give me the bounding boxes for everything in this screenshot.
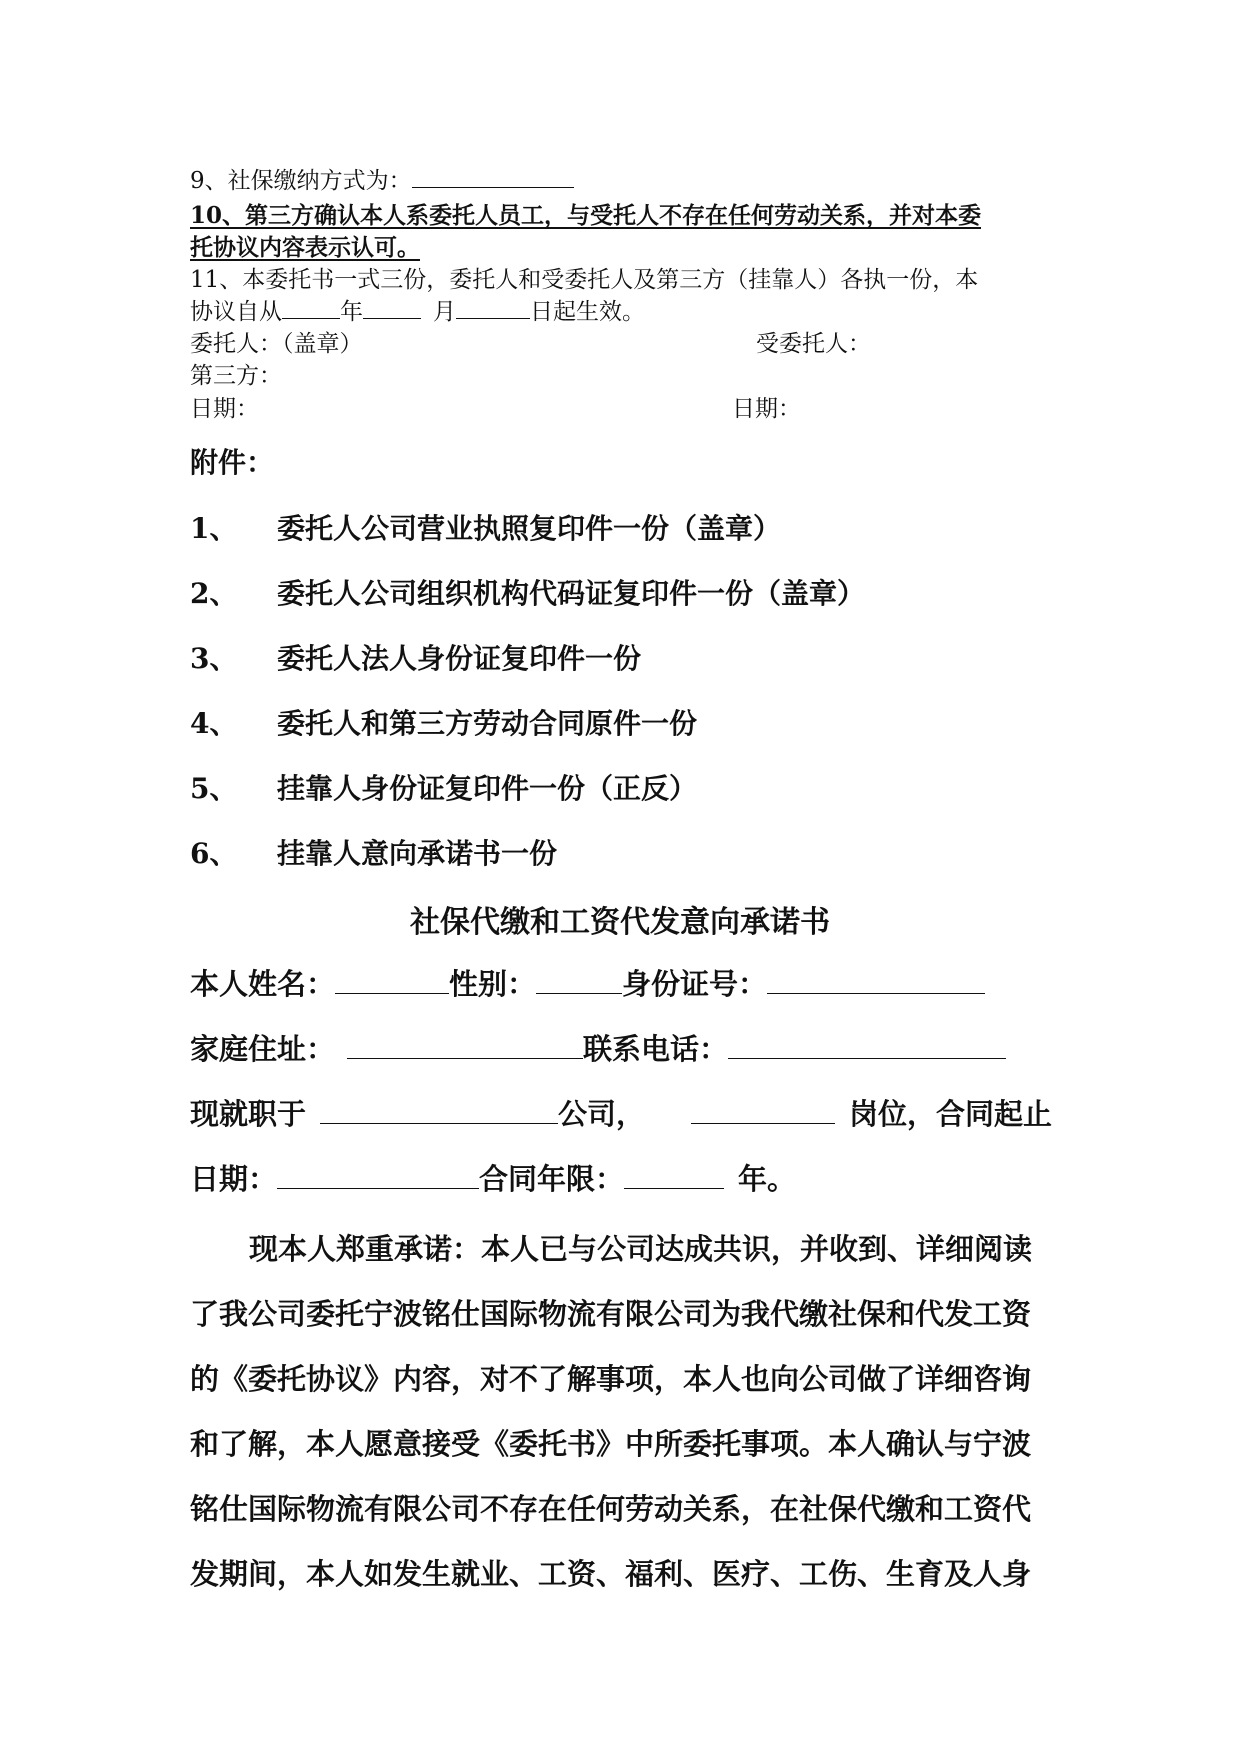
clause-11-month-label: 月 <box>433 299 456 325</box>
attachment-number: 4、 <box>190 707 238 740</box>
phone-label: 联系电话： <box>583 1032 729 1066</box>
clause-11-line1: 11、本委托书一式三份，委托人和受委托人及第三方（挂靠人）各执一份，本 <box>190 267 979 293</box>
date-right-label: 日期： <box>732 396 801 422</box>
attachment-text: 挂靠人身份证复印件一份（正反） <box>277 772 698 805</box>
address-blank[interactable] <box>347 1032 583 1059</box>
effective-day-blank[interactable] <box>456 296 530 319</box>
clause-11-year-label: 年 <box>340 299 363 325</box>
attachment-item <box>0 702 1240 742</box>
contract-date-label: 日期： <box>190 1162 278 1196</box>
attachment-text: 挂靠人意向承诺书一份 <box>277 837 558 870</box>
address-label: 家庭住址： <box>190 1032 336 1066</box>
pledge-employment-row <box>190 1092 1052 1133</box>
attachment-item <box>0 572 1240 612</box>
attachment-item <box>0 832 1240 872</box>
attachment-number: 5、 <box>190 772 238 805</box>
agent-signature-label: 受委托人： <box>756 331 871 357</box>
clause-9 <box>190 165 574 197</box>
position-suffix: 岗位，合同起止 <box>849 1097 1053 1131</box>
gender-label: 性别： <box>449 967 537 1001</box>
attachment-text: 委托人和第三方劳动合同原件一份 <box>277 707 698 740</box>
pledge-address-row <box>190 1027 1006 1068</box>
clause-10-line1: 10、第三方确认本人系委托人员工，与受托人不存在任何劳动关系，并对本委 <box>190 202 982 229</box>
pledge-paragraph-line: 发期间，本人如发生就业、工资、福利、医疗、工伤、生育及人身 <box>190 1557 1032 1591</box>
name-blank[interactable] <box>335 967 449 994</box>
date-left-label: 日期： <box>190 396 259 422</box>
company-suffix: 公司， <box>558 1097 646 1131</box>
company-blank[interactable] <box>320 1097 558 1124</box>
attachment-text: 委托人公司组织机构代码证复印件一份（盖章） <box>277 577 866 610</box>
id-number-blank[interactable] <box>767 967 985 994</box>
effective-year-blank[interactable] <box>282 296 340 319</box>
attachment-item <box>0 767 1240 807</box>
principal-signature-label: 委托人：（盖章） <box>190 331 363 357</box>
pledge-paragraph-line: 了我公司委托宁波铭仕国际物流有限公司为我代缴社保和代发工资 <box>190 1297 1032 1331</box>
pledge-personal-info-row <box>190 962 985 1003</box>
attachment-number: 3、 <box>190 642 238 675</box>
clause-9-text: 9、社保缴纳方式为： <box>190 168 412 194</box>
clause-11-suffix: 日起生效。 <box>530 299 645 325</box>
clause-10-line2: 托协议内容表示认可。 <box>190 234 420 261</box>
payment-method-blank[interactable] <box>412 165 574 188</box>
attachment-text: 委托人法人身份证复印件一份 <box>277 642 642 675</box>
clause-11-prefix: 协议自从 <box>190 299 282 325</box>
effective-month-blank[interactable] <box>363 296 421 319</box>
attachment-text: 委托人公司营业执照复印件一份（盖章） <box>277 512 782 545</box>
pledge-paragraph-line: 的《委托协议》内容，对不了解事项，本人也向公司做了详细咨询 <box>190 1362 1032 1396</box>
attachment-number: 6、 <box>190 837 238 870</box>
phone-blank[interactable] <box>728 1032 1006 1059</box>
pledge-title: 社保代缴和工资代发意向承诺书 <box>410 905 830 940</box>
pledge-paragraph-line: 铭仕国际物流有限公司不存在任何劳动关系，在社保代缴和工资代 <box>190 1492 1032 1526</box>
contract-date-blank[interactable] <box>277 1162 479 1189</box>
employed-at-label: 现就职于 <box>190 1097 307 1131</box>
year-suffix: 年。 <box>738 1162 797 1196</box>
id-number-label: 身份证号： <box>622 967 768 1001</box>
name-label: 本人姓名： <box>190 967 336 1001</box>
third-party-label: 第三方： <box>190 363 282 389</box>
contract-term-label: 合同年限： <box>479 1162 625 1196</box>
pledge-contract-row <box>190 1157 796 1198</box>
attachments-heading: 附件： <box>190 446 275 479</box>
gender-blank[interactable] <box>536 967 622 994</box>
position-blank[interactable] <box>691 1097 835 1124</box>
clause-11-line2 <box>190 296 645 328</box>
attachment-item <box>0 637 1240 677</box>
pledge-paragraph-line: 现本人郑重承诺：本人已与公司达成共识，并收到、详细阅读 <box>249 1232 1033 1266</box>
attachment-number: 1、 <box>190 512 238 545</box>
pledge-paragraph-line: 和了解，本人愿意接受《委托书》中所委托事项。本人确认与宁波 <box>190 1427 1032 1461</box>
attachment-number: 2、 <box>190 577 238 610</box>
contract-term-blank[interactable] <box>624 1162 724 1189</box>
attachment-item <box>0 507 1240 547</box>
